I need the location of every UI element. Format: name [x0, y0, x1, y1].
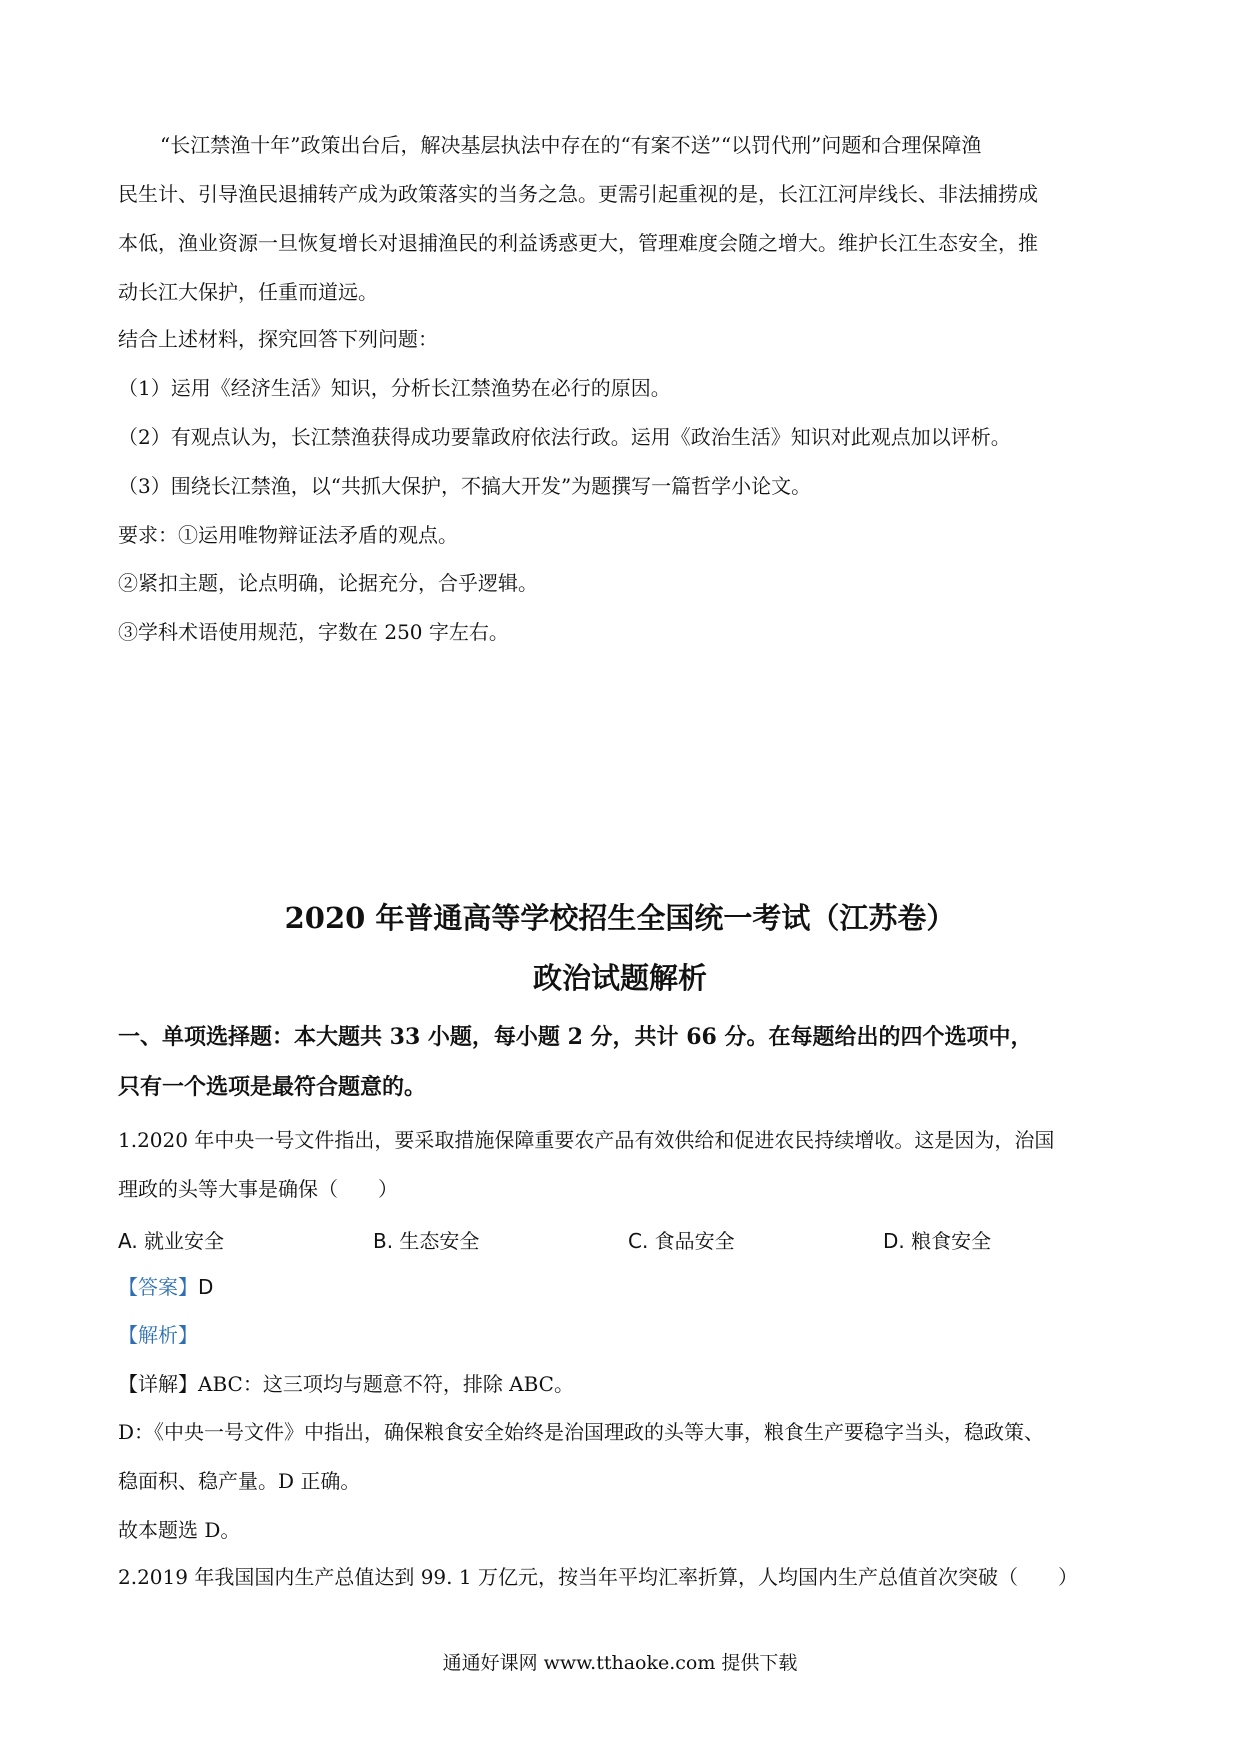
passage-line: 本低，渔业资源一旦恢复增长对退捕渔民的利益诱惑更大，管理难度会随之增大。维护长江生态安全，推: [118, 231, 1038, 255]
sub-question-3: （3）围绕长江禁渔，以“共抓大保护，不搞大开发”为题撰写一篇哲学小论文。: [118, 474, 812, 498]
requirement-1: 要求：①运用唯物辩证法矛盾的观点。: [118, 523, 458, 547]
page-footer: 通通好课网 www.tthaoke.com 提供下载: [442, 1652, 798, 1674]
requirement-3: ③学科术语使用规范，字数在 250 字左右。: [118, 620, 509, 644]
question-1-stem-cont: 理政的头等大事是确保（ ）: [118, 1177, 398, 1201]
detail-line: D：《中央一号文件》中指出，确保粮食安全始终是治国理政的头等大事，粮食生产要稳字当头，稳政策、: [118, 1420, 1045, 1444]
page-title: 2020 年普通高等学校招生全国统一考试（江苏卷）: [284, 901, 956, 935]
analysis-line: [118, 1321, 198, 1349]
passage-line: 动长江大保护，任重而道远。: [118, 280, 378, 304]
option-a: A. 就业安全: [118, 1229, 225, 1253]
section-heading-cont: 只有一个选项是最符合题意的。: [118, 1074, 427, 1100]
conclusion-line: 故本题选 D。: [118, 1518, 241, 1542]
answer-tag: 【答案】: [118, 1275, 198, 1299]
question-2-stem: 2.2019 年我国国内生产总值达到 99. 1 万亿元，按当年平均汇率折算，人均国内生产总值首次突破（ ）: [118, 1565, 1078, 1589]
detail-tag: 【详解】: [118, 1372, 198, 1396]
option-c: C. 食品安全: [628, 1229, 735, 1253]
passage-line: 民生计、引导渔民退捕转产成为政策落实的当务之急。更需引起重视的是，长江江河岸线长、非法捕捞成: [118, 182, 1038, 206]
sub-question-2: （2）有观点认为，长江禁渔获得成功要靠政府依法行政。运用《政治生活》知识对此观点加以评析。: [118, 425, 1011, 449]
question-1-stem: 1.2020 年中央一号文件指出，要采取措施保障重要农产品有效供给和促进农民持续增收。这是因为，治国: [118, 1128, 1055, 1152]
option-d: D. 粮食安全: [883, 1229, 992, 1253]
detail-text: ABC：这三项均与题意不符，排除 ABC。: [198, 1372, 574, 1396]
option-b: B. 生态安全: [373, 1229, 480, 1253]
answer-value: D: [198, 1275, 214, 1299]
detail-line: [118, 1370, 574, 1398]
page-subtitle: 政治试题解析: [532, 961, 707, 995]
answer-line: [118, 1273, 213, 1301]
section-heading: 一、单项选择题：本大题共 33 小题，每小题 2 分，共计 66 分。在每题给出的四个选项中，: [118, 1024, 1033, 1050]
question-1-options: [118, 1225, 1128, 1253]
requirement-2: ②紧扣主题，论点明确，论据充分，合乎逻辑。: [118, 571, 538, 595]
passage-line: “长江禁渔十年”政策出台后，解决基层执法中存在的“有案不送”“以罚代刑”问题和合理保障渔: [160, 133, 982, 157]
analysis-tag: 【解析】: [118, 1323, 198, 1347]
instruction-prompt: 结合上述材料，探究回答下列问题：: [118, 327, 438, 351]
detail-line: 稳面积、稳产量。D 正确。: [118, 1469, 361, 1493]
sub-question-1: （1）运用《经济生活》知识，分析长江禁渔势在必行的原因。: [118, 376, 671, 400]
